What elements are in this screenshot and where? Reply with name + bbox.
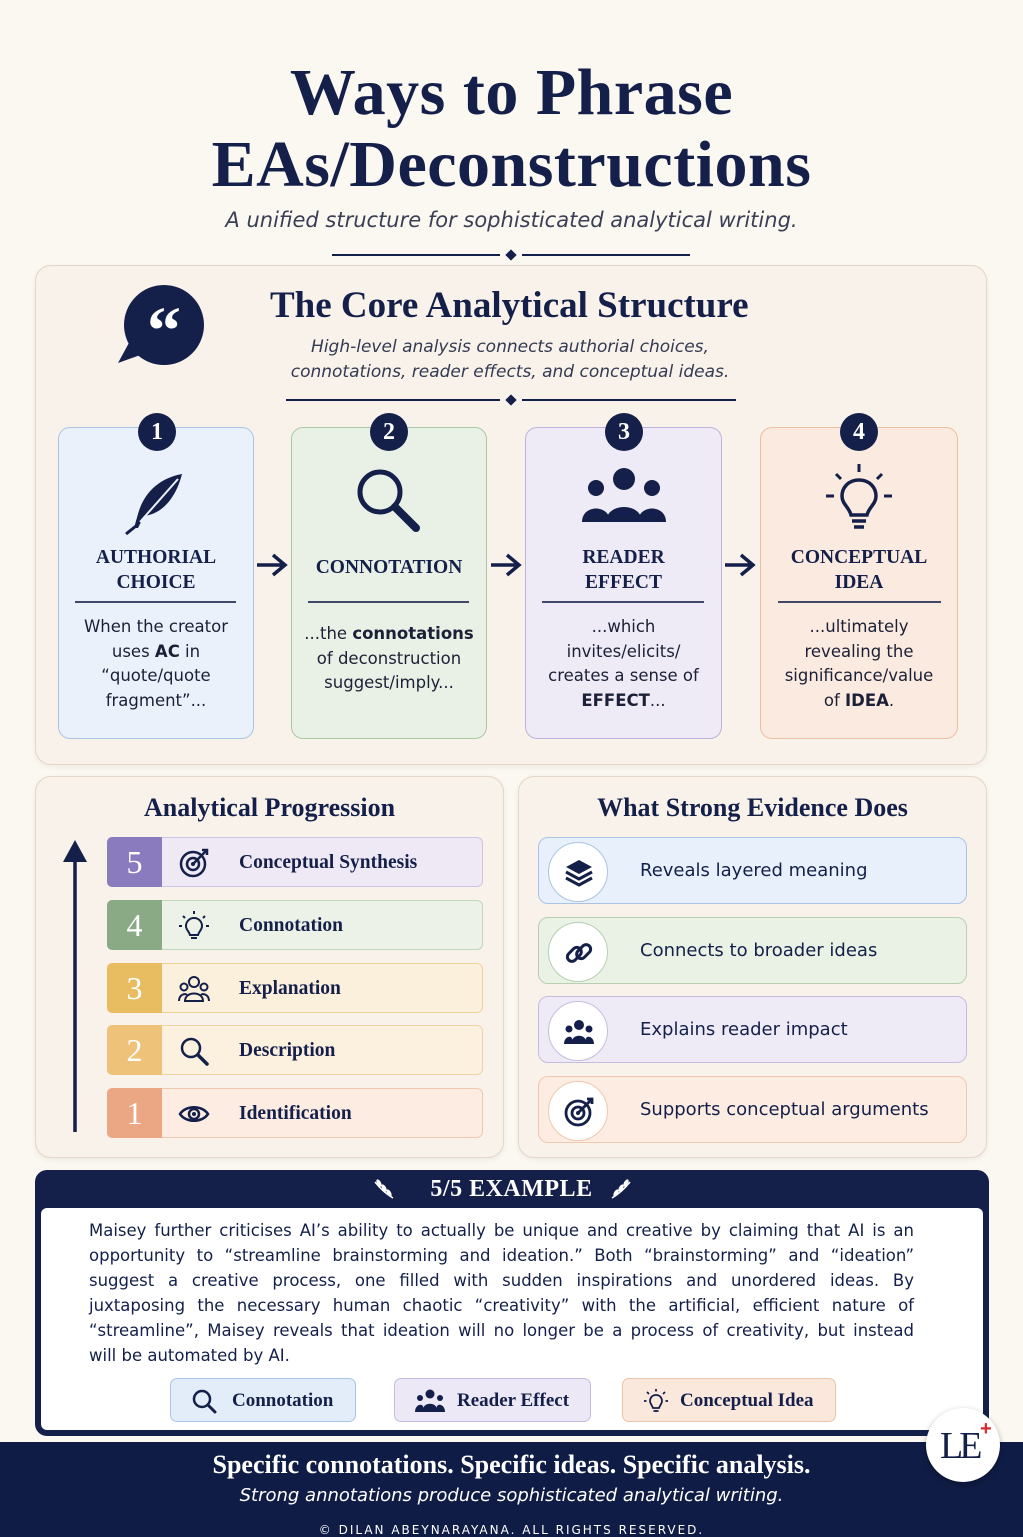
step-text-emphasis: AC <box>154 641 180 661</box>
laurel-right-icon <box>608 1178 634 1202</box>
page-subtitle: A unified structure for sophisticated analytical writing. <box>225 208 798 232</box>
evidence-label: Supports conceptual arguments <box>640 1099 929 1120</box>
step-heading <box>293 555 485 580</box>
step-description <box>762 615 956 713</box>
core-divider-left <box>286 399 500 401</box>
layers-icon <box>564 858 594 888</box>
step-text-line: revealing the <box>804 641 914 661</box>
level-number: 3 <box>107 963 162 1013</box>
step-text-emphasis: IDEA <box>845 690 889 710</box>
step-heading-line1: READER <box>582 547 665 568</box>
flow-arrow-icon <box>255 545 289 593</box>
progression-level-5 <box>107 837 483 887</box>
quill-icon <box>122 470 188 536</box>
level-bar <box>162 900 483 950</box>
step-text-part: of <box>823 690 845 710</box>
step-text-part: in <box>179 641 201 661</box>
evidence-title: What Strong Evidence Does <box>597 793 908 822</box>
step-number-badge: 4 <box>840 413 878 451</box>
page-title <box>0 56 1023 201</box>
example-tag-conceptual-idea <box>622 1378 836 1422</box>
step-heading-line1: CONCEPTUAL <box>790 547 928 568</box>
people-icon <box>564 1017 594 1047</box>
level-bar <box>162 963 483 1013</box>
level-bar <box>162 1088 483 1138</box>
lightbulb-icon <box>178 910 210 942</box>
level-number: 1 <box>107 1088 162 1138</box>
progression-level-3 <box>107 963 483 1013</box>
step-number-badge: 1 <box>138 413 176 451</box>
logo-text: LE <box>940 1425 979 1467</box>
progression-up-arrow-icon <box>61 838 89 1134</box>
example-tag-connotation <box>170 1378 356 1422</box>
step-text-line <box>762 689 956 714</box>
tag-label: Conceptual Idea <box>680 1390 814 1411</box>
evidence-item-broader-ideas <box>538 917 967 984</box>
step-heading-line2: IDEA <box>834 572 884 593</box>
step-heading-line2: EFFECT <box>585 572 662 593</box>
footer-subtagline: Strong annotations produce sophisticated analytical writing. <box>239 1485 784 1506</box>
step-text-line: “quote/quote <box>101 666 211 685</box>
lightbulb-icon <box>824 462 894 532</box>
step-text-line: invites/elicits/ <box>566 641 681 661</box>
level-number: 2 <box>107 1025 162 1075</box>
step-text-part: . <box>888 690 895 710</box>
header-divider-diamond <box>505 249 516 260</box>
step-text-part: uses <box>111 641 155 661</box>
progression-level-4 <box>107 900 483 950</box>
step-text-part: ...the <box>304 624 353 643</box>
example-line: will be automated by AI. <box>89 1346 290 1365</box>
example-paragraph <box>89 1218 914 1368</box>
quote-bubble-icon <box>112 283 212 365</box>
level-label: Conceptual Synthesis <box>239 852 418 873</box>
core-structure-title: The Core Analytical Structure <box>270 285 749 326</box>
step-text-line <box>293 622 485 647</box>
level-label: Explanation <box>239 978 341 999</box>
logo-plus-mark: + <box>980 1418 992 1440</box>
step-text-emphasis: EFFECT <box>581 690 650 710</box>
step-description <box>60 615 252 713</box>
tag-label: Connotation <box>232 1390 334 1411</box>
progression-level-1 <box>107 1088 483 1138</box>
step-heading-line1: CONNOTATION <box>315 557 463 578</box>
evidence-item-layered-meaning <box>538 837 967 904</box>
step-rule <box>542 601 704 603</box>
example-line: juxtaposing the necessary human chaotic “creativity” with the artificial, efficient nature of <box>89 1296 914 1315</box>
example-line: Maisey further criticises AI’s ability to actually be unique and creative by claiming that AI is an <box>89 1221 914 1240</box>
flow-arrow-icon <box>489 545 523 593</box>
evidence-icon-circle <box>548 1081 608 1141</box>
example-heading: 5/5 EXAMPLE <box>430 1176 593 1202</box>
example-line: “streamline”, Maisey reveals that ideation will no longer be a process of creativity, but instead <box>89 1321 914 1340</box>
example-tag-reader-effect <box>394 1378 591 1422</box>
level-bar <box>162 837 483 887</box>
step-description <box>527 615 720 713</box>
core-structure-subtitle <box>200 335 820 385</box>
people-icon <box>580 466 668 526</box>
magnifier-icon <box>352 465 422 535</box>
evidence-item-reader-impact <box>538 996 967 1063</box>
step-text-line: creates a sense of <box>548 666 699 685</box>
step-rule <box>308 601 469 603</box>
progression-level-2 <box>107 1025 483 1075</box>
people-icon <box>415 1388 445 1414</box>
level-number: 5 <box>107 837 162 887</box>
example-line: suggest a creative process, one filled with sudden inspirations and unordered ideas. By <box>89 1271 914 1290</box>
magnifier-icon <box>191 1388 217 1414</box>
footer-tagline: Specific connotations. Specific ideas. Specific analysis. <box>212 1450 811 1479</box>
step-description <box>293 622 485 696</box>
footer-copyright: © DILAN ABEYNARAYANA. ALL RIGHTS RESERVED. <box>318 1523 705 1537</box>
step-text-line: ...ultimately <box>809 617 909 636</box>
step-text-line: significance/value <box>784 666 934 685</box>
step-text-emphasis: connotations <box>352 624 474 643</box>
step-number-badge: 3 <box>605 413 643 451</box>
core-divider-right <box>522 399 736 401</box>
progression-title: Analytical Progression <box>143 793 396 822</box>
step-heading <box>762 545 956 595</box>
core-subtitle-line2: connotations, reader effects, and conceptual ideas. <box>290 362 730 382</box>
level-label: Description <box>239 1040 336 1061</box>
svg-text:“: “ <box>147 292 181 365</box>
link-icon <box>564 938 594 968</box>
step-text-line: fragment”... <box>105 690 207 710</box>
step-rule <box>778 601 941 603</box>
evidence-item-conceptual-arguments <box>538 1076 967 1143</box>
tag-label: Reader Effect <box>457 1390 570 1411</box>
evidence-icon-circle <box>548 1001 608 1061</box>
lightbulb-icon <box>643 1388 669 1414</box>
step-heading <box>60 545 252 595</box>
brand-logo <box>926 1408 1000 1482</box>
eye-icon <box>178 1098 210 1130</box>
step-text-line: suggest/imply... <box>324 673 454 692</box>
step-heading <box>527 545 720 595</box>
target-icon <box>178 847 210 879</box>
level-number: 4 <box>107 900 162 950</box>
evidence-icon-circle <box>548 842 608 902</box>
evidence-icon-circle <box>548 922 608 982</box>
evidence-label: Reveals layered meaning <box>640 860 868 881</box>
step-text-part: ... <box>649 690 666 710</box>
page-title-line2: EAs/Deconstructions <box>211 128 812 201</box>
step-text-line: When the creator <box>83 617 229 636</box>
step-text-line: ...which <box>591 617 656 636</box>
step-number-badge: 2 <box>370 413 408 451</box>
step-text-line: of deconstruction <box>316 648 462 668</box>
level-bar <box>162 1025 483 1075</box>
flow-arrow-icon <box>723 545 757 593</box>
step-text-line <box>527 689 720 714</box>
step-heading-line1: AUTHORIAL <box>95 547 217 568</box>
level-label: Connotation <box>239 915 344 936</box>
header-divider-left <box>332 254 500 256</box>
evidence-label: Explains reader impact <box>640 1019 848 1040</box>
level-label: Identification <box>239 1103 352 1124</box>
header-divider-right <box>522 254 690 256</box>
example-line: opportunity to “streamline brainstorming and ideation.” Both “brainstorming” and “ideation” <box>89 1246 914 1265</box>
evidence-label: Connects to broader ideas <box>640 940 878 961</box>
magnifier-icon <box>178 1035 210 1067</box>
target-icon <box>564 1097 594 1127</box>
step-rule <box>75 601 236 603</box>
page-title-line1: Ways to Phrase <box>289 56 734 129</box>
core-subtitle-line1: High-level analysis connects authorial choices, <box>311 337 709 357</box>
step-text-line <box>60 640 252 665</box>
step-heading-line2: CHOICE <box>116 572 196 593</box>
people-icon <box>178 973 210 1005</box>
